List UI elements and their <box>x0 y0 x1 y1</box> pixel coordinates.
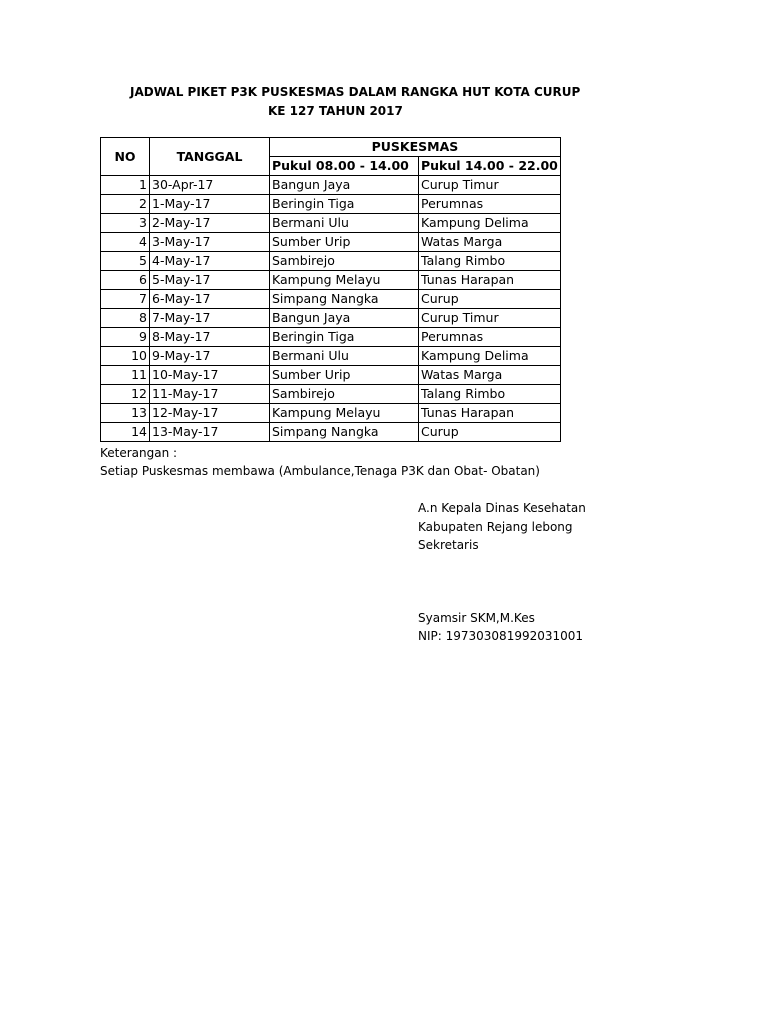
cell-shift-morning: Bangun Jaya <box>270 309 419 328</box>
cell-shift-morning: Simpang Nangka <box>270 423 419 442</box>
signatory-nip: NIP: 197303081992031001 <box>418 629 584 643</box>
cell-shift-evening: Perumnas <box>419 328 561 347</box>
cell-shift-morning: Beringin Tiga <box>270 195 419 214</box>
document-title: JADWAL PIKET P3K PUSKESMAS DALAM RANGKA HUT KOTA CURUP <box>130 85 581 99</box>
table-row <box>101 214 561 233</box>
cell-shift-evening: Curup Timur <box>419 176 561 195</box>
cell-tanggal: 9-May-17 <box>150 347 270 366</box>
table-row <box>101 385 561 404</box>
cell-shift-evening: Talang Rimbo <box>419 385 561 404</box>
cell-shift-evening: Curup <box>419 290 561 309</box>
cell-no: 7 <box>101 290 150 309</box>
cell-shift-morning: Sumber Urip <box>270 233 419 252</box>
table-row <box>101 347 561 366</box>
notes-text: Setiap Puskesmas membawa (Ambulance,Tenaga P3K dan Obat- Obatan) <box>100 464 540 478</box>
cell-shift-morning: Bermani Ulu <box>270 347 419 366</box>
cell-shift-morning: Bermani Ulu <box>270 214 419 233</box>
table-row <box>101 290 561 309</box>
table-row <box>101 309 561 328</box>
signature-office-line: A.n Kepala Dinas Kesehatan <box>418 501 586 515</box>
cell-shift-morning: Kampung Melayu <box>270 271 419 290</box>
document-subtitle: KE 127 TAHUN 2017 <box>268 104 403 118</box>
cell-tanggal: 5-May-17 <box>150 271 270 290</box>
table-row <box>101 366 561 385</box>
cell-shift-morning: Bangun Jaya <box>270 176 419 195</box>
cell-tanggal: 2-May-17 <box>150 214 270 233</box>
cell-tanggal: 4-May-17 <box>150 252 270 271</box>
cell-no: 1 <box>101 176 150 195</box>
cell-shift-evening: Talang Rimbo <box>419 252 561 271</box>
table-row <box>101 233 561 252</box>
table-header-row <box>101 138 561 157</box>
header-tanggal: TANGGAL <box>150 138 270 176</box>
cell-tanggal: 6-May-17 <box>150 290 270 309</box>
cell-tanggal: 13-May-17 <box>150 423 270 442</box>
cell-no: 3 <box>101 214 150 233</box>
cell-no: 12 <box>101 385 150 404</box>
cell-no: 6 <box>101 271 150 290</box>
cell-shift-evening: Tunas Harapan <box>419 404 561 423</box>
cell-tanggal: 10-May-17 <box>150 366 270 385</box>
cell-shift-morning: Kampung Melayu <box>270 404 419 423</box>
cell-no: 8 <box>101 309 150 328</box>
table-row <box>101 252 561 271</box>
cell-tanggal: 8-May-17 <box>150 328 270 347</box>
cell-tanggal: 12-May-17 <box>150 404 270 423</box>
cell-shift-evening: Watas Marga <box>419 233 561 252</box>
cell-shift-morning: Sambirejo <box>270 252 419 271</box>
header-shift-morning: Pukul 08.00 - 14.00 <box>270 157 419 176</box>
table-row <box>101 176 561 195</box>
cell-shift-evening: Kampung Delima <box>419 347 561 366</box>
cell-shift-morning: Beringin Tiga <box>270 328 419 347</box>
header-no: NO <box>101 138 150 176</box>
table-row <box>101 328 561 347</box>
cell-shift-morning: Sumber Urip <box>270 366 419 385</box>
signatory-name: Syamsir SKM,M.Kes <box>418 611 535 625</box>
cell-no: 4 <box>101 233 150 252</box>
table-row <box>101 195 561 214</box>
header-shift-evening: Pukul 14.00 - 22.00 <box>419 157 561 176</box>
cell-no: 9 <box>101 328 150 347</box>
cell-no: 14 <box>101 423 150 442</box>
signature-region-line: Kabupaten Rejang lebong <box>418 520 573 534</box>
cell-no: 11 <box>101 366 150 385</box>
notes-label: Keterangan : <box>100 446 178 460</box>
cell-shift-evening: Curup Timur <box>419 309 561 328</box>
header-puskesmas: PUSKESMAS <box>270 138 561 157</box>
cell-tanggal: 11-May-17 <box>150 385 270 404</box>
cell-shift-morning: Simpang Nangka <box>270 290 419 309</box>
schedule-table <box>100 137 561 442</box>
cell-shift-evening: Kampung Delima <box>419 214 561 233</box>
table-row <box>101 423 561 442</box>
cell-tanggal: 30-Apr-17 <box>150 176 270 195</box>
table-body <box>101 176 561 442</box>
cell-tanggal: 7-May-17 <box>150 309 270 328</box>
cell-no: 13 <box>101 404 150 423</box>
table-row <box>101 404 561 423</box>
cell-shift-morning: Sambirejo <box>270 385 419 404</box>
cell-tanggal: 1-May-17 <box>150 195 270 214</box>
cell-shift-evening: Curup <box>419 423 561 442</box>
cell-shift-evening: Watas Marga <box>419 366 561 385</box>
cell-shift-evening: Tunas Harapan <box>419 271 561 290</box>
cell-no: 10 <box>101 347 150 366</box>
cell-tanggal: 3-May-17 <box>150 233 270 252</box>
cell-no: 2 <box>101 195 150 214</box>
cell-no: 5 <box>101 252 150 271</box>
signature-position-line: Sekretaris <box>418 538 479 552</box>
table-row <box>101 271 561 290</box>
cell-shift-evening: Perumnas <box>419 195 561 214</box>
